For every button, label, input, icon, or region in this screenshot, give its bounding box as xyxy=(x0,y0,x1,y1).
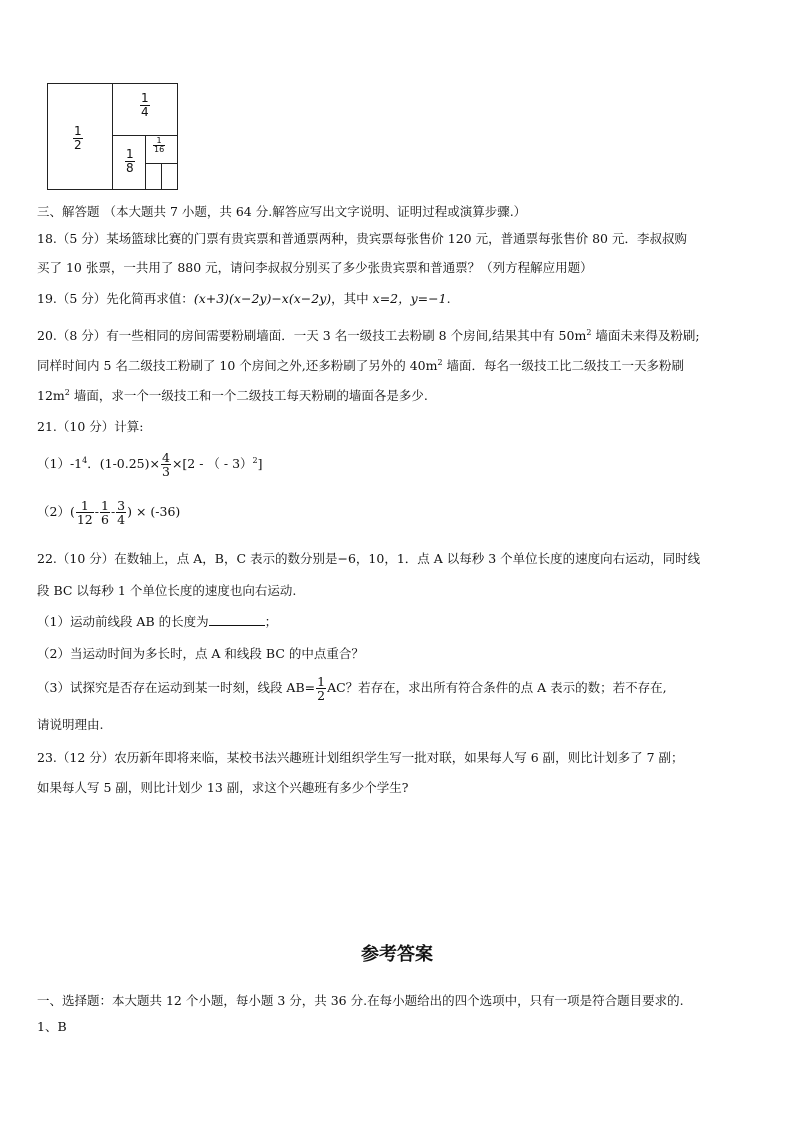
q20-line2-sup: 2 xyxy=(437,358,443,367)
answer-1: 1、B xyxy=(37,1019,67,1034)
answer-blank[interactable] xyxy=(209,613,265,626)
q21-p1-frac-num: 4 xyxy=(161,450,170,466)
figure-bottom-right-cell-a xyxy=(145,163,162,190)
q22-line1: 22.（10 分）在数轴上，点 A，B，C 表示的数分别是−6，10，1．点 A 以每秒 3 个单位长度的速度向右运动，同时线 xyxy=(37,551,701,566)
q23-line2: 如果每人写 5 副，则比计划少 13 副，求这个兴趣班有多少个学生? xyxy=(37,780,409,795)
q22-part2: （2）当运动时间为多长时，点 A 和线段 BC 的中点重合？ xyxy=(37,646,364,661)
q21-p2-f3-den: 4 xyxy=(117,512,126,527)
q19-mid: ，其中 xyxy=(331,291,373,306)
q19-expression: (x+3)(x−2y)−x(x−2y) xyxy=(193,291,332,306)
q20-line3-tail: 墙面，求一个一级技工和一个二级技工每天粉刷的墙面各是多少. xyxy=(69,388,428,404)
figure-bottom-right-cell-b xyxy=(161,163,178,190)
q20-line3-sup: 2 xyxy=(64,388,70,397)
quarter-den: 4 xyxy=(141,104,149,119)
figure-sixteenth-label xyxy=(152,137,166,155)
q20-line1 xyxy=(37,324,700,345)
q20-line2 xyxy=(37,354,684,375)
q20-line2-tail: 墙面．每名一级技工比二级技工一天多粉刷 xyxy=(442,358,685,374)
q19 xyxy=(37,290,451,308)
section-3-header: 三、解答题 （本大题共 7 小题，共 64 分.解答应写出文字说明、证明过程或演算步骤.） xyxy=(37,204,527,219)
q21-p2-b: ) × (-36) xyxy=(127,504,181,519)
q21-p1-a: （1）-1 xyxy=(37,456,83,472)
q22-part3 xyxy=(37,670,667,706)
q22-p3-frac-num: 1 xyxy=(317,673,326,689)
figure-half-label xyxy=(72,125,84,151)
q19-end: . xyxy=(446,291,451,306)
figure-quarter-label xyxy=(139,92,151,118)
q22-line2: 段 BC 以每秒 1 个单位长度的速度也向右运动. xyxy=(37,583,297,598)
answers-heading: 参考答案 xyxy=(361,944,433,965)
q20-line3-text: 12m xyxy=(37,388,65,404)
q20-line2-text: 同样时间内 5 名二级技工粉刷了 10 个房间之外,还多粉刷了另外的 40m xyxy=(37,358,438,374)
q22-p3-a: （3）试探究是否存在运动到某一时刻，线段 AB= xyxy=(37,680,316,695)
q21-p1-c: ×[2 - （ - 3） xyxy=(171,456,253,472)
q21-part2 xyxy=(37,494,180,530)
q22-p3-frac-den: 2 xyxy=(317,688,326,703)
q21-part1 xyxy=(37,443,263,482)
eighth-num: 1 xyxy=(126,147,134,161)
q21-p1-d: ] xyxy=(257,456,263,472)
q21-p2-minus1: - xyxy=(94,504,99,519)
q20-line1-tail: 墙面未来得及粉刷; xyxy=(591,328,700,344)
answers-section1: 一、选择题：本大题共 12 个小题，每小题 3 分，共 36 分.在每小题给出的四个选项中，只有一项是符合题目要求的. xyxy=(37,993,684,1008)
q18-line1: 18.（5 分）某场篮球比赛的门票有贵宾票和普通票两种，贵宾票每张售价 120 元，普通票每张售价 80 元．李叔叔购 xyxy=(37,231,687,246)
q22-part3-cont: 请说明理由. xyxy=(37,717,104,732)
q21-p2-f1-num: 1 xyxy=(80,497,89,513)
figure-eighth-label xyxy=(124,148,136,174)
q21-p1-b: ．(1-0.25)× xyxy=(87,456,160,472)
half-den: 2 xyxy=(74,137,82,152)
q22-p1-end: ； xyxy=(264,614,278,629)
q21-title: 21.（10 分）计算: xyxy=(37,419,144,434)
q20-line3 xyxy=(37,384,428,405)
q21-p2-a: （2）( xyxy=(37,504,75,519)
q23-line1: 23.（12 分）农历新年即将来临，某校书法兴趣班计划组织学生写一批对联，如果每人写 6 副，则比计划多了 7 副； xyxy=(37,750,684,765)
q22-part1 xyxy=(37,613,277,631)
sixteenth-num: 1 xyxy=(156,136,162,145)
sixteenth-den: 16 xyxy=(154,145,165,155)
q21-p2-f1-den: 12 xyxy=(76,512,93,527)
q20-line1-text: 20.（8 分）有一些相同的房间需要粉刷墙面．一天 3 名一级技工去粉刷 8 个房间,结果其中有 50m xyxy=(37,328,587,344)
q21-p2-f2-num: 1 xyxy=(100,497,109,513)
q21-p2-f3-num: 3 xyxy=(117,497,126,513)
q19-condition: x=2，y=−1 xyxy=(372,291,447,306)
quarter-num: 1 xyxy=(141,91,149,105)
q22-p1-text: （1）运动前线段 AB 的长度为 xyxy=(37,614,209,629)
half-num: 1 xyxy=(74,124,82,138)
q21-p1-frac-den: 3 xyxy=(161,464,170,480)
eighth-den: 8 xyxy=(126,160,134,175)
q21-p2-minus2: - xyxy=(110,504,116,519)
q18-line2: 买了 10 张票，一共用了 880 元，请问李叔叔分别买了多少张贵宾票和普通票？（列方程解应用题） xyxy=(37,260,593,275)
q21-p1-sup: 4 xyxy=(82,456,88,465)
q21-p2-f2-den: 6 xyxy=(100,512,109,527)
q20-line1-sup: 2 xyxy=(586,328,592,337)
q22-p3-b: AC？若存在，求出所有符合条件的点 A 表示的数；若不存在, xyxy=(327,680,667,695)
q19-prefix: 19.（5 分）先化简再求值： xyxy=(37,291,194,306)
q21-p1-sup2: 2 xyxy=(252,456,258,465)
